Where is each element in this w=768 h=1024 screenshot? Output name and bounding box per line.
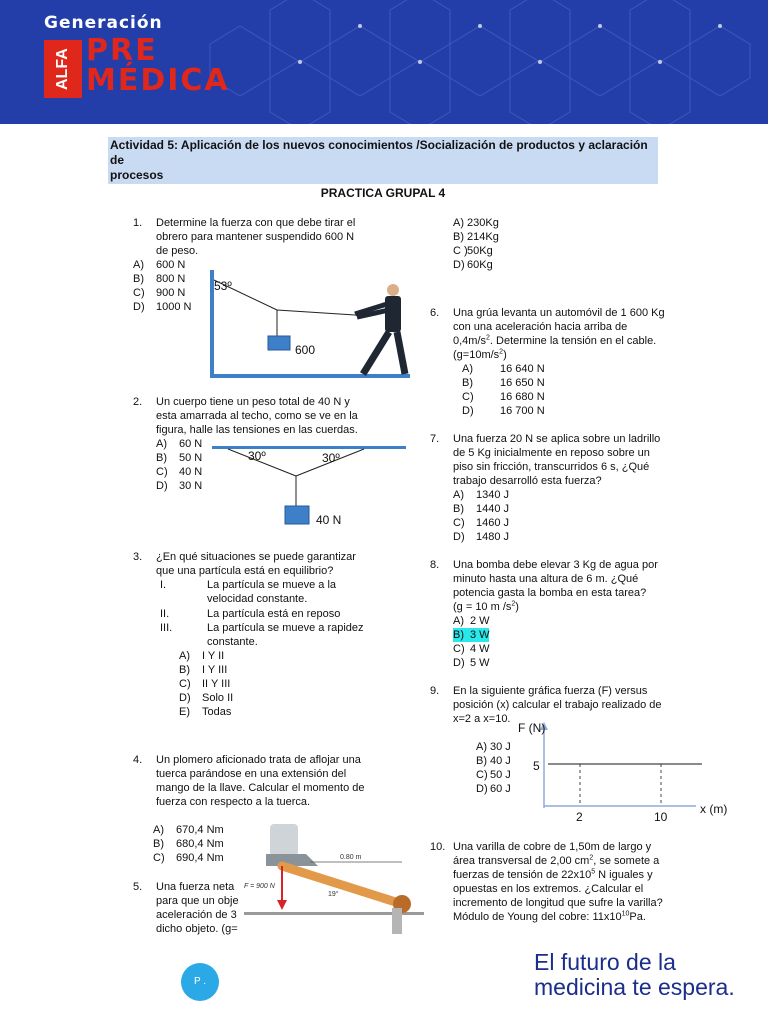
q9-number: 9. [430,685,440,697]
q9-option-c-letter: C) [476,769,488,781]
q1-option-d: 1000 N [156,301,192,313]
q9-text-line: x=2 a x=10. [453,713,511,725]
q8-option-a: 2 W [470,615,490,627]
q7-text-line: Una fuerza 20 N se aplica sobre un ladrillo [453,433,661,445]
q4-option-b: 680,4 Nm [176,838,224,850]
q6-option-d: 16 700 N [500,405,545,417]
q3-statement: La partícula se mueve a rapidez [207,622,364,634]
q2-option-d-letter: D) [156,480,168,492]
q6-text-line: $(g=10m/s^2)$ [453,348,507,361]
q6-option-c: 16 680 N [500,391,545,403]
q5-option-c: 50Kg [467,245,493,257]
q10-text-line: área transversal de 2,00 $cm^2$, se somete a [453,854,660,867]
practice-title: PRACTICA GRUPAL 4 [320,186,446,200]
q9-option-d: 60 J [490,783,511,795]
q4-figure [242,824,432,936]
q8-number: 8. [430,559,440,571]
q3-option-a: I Y II [202,650,225,662]
q1-option-d-letter: D) [133,301,145,313]
q5-number: 5. [133,881,143,893]
q5-option-b: 214Kg [467,231,499,243]
brand-line1: PRE [86,33,158,68]
q5-option-a: 230Kg [467,217,499,229]
tagline-line2: medicina te espera. [534,974,735,1000]
q8-option-a-letter: A) [453,615,464,627]
weight-label: 600 [295,343,316,357]
q2-option-c: 40 N [179,466,203,478]
brand-line2: MÉDICA [86,63,230,98]
q3-statement-num: III. [160,622,173,634]
length-label: 0.80 m [340,854,362,861]
ceiling [212,446,406,449]
q3-statement: velocidad constante. [207,593,308,605]
x-tick-label: 10 [654,810,668,824]
q9-option-b-letter: B) [476,755,487,767]
q3-option-c-letter: C) [179,678,191,690]
q5-option-a-letter: A) [453,217,464,229]
q3-option-b: I Y III [202,664,228,676]
q7-option-b-letter: B) [453,503,464,515]
q2-option-c-letter: C) [156,466,168,478]
q10-text-line: Módulo de Young del cobre: $11x10^{10}Pa$. [453,910,646,923]
q7-option-d-letter: D) [453,531,465,543]
q2-option-b: 50 N [179,452,203,464]
q3-option-c: II Y III [202,678,231,690]
q6-text-line: con una aceleración hacia arriba de [453,321,628,333]
q1-option-c: 900 N [156,287,186,299]
q1-number: 1. [133,217,143,229]
q8-option-d-letter: D) [453,657,465,669]
q10-text-line: opuestas en los extremos. ¿Calcular el [453,883,644,895]
q5-option-d-letter: D) [453,259,465,271]
q3-statement: La partícula se mueve a la [207,579,337,591]
q7-text-line: piso sin fricción, transcurridos 6 s, ¿Qué [453,461,650,473]
q10-number: 10. [430,841,446,853]
q8-option-b-letter: B) [453,629,464,641]
activity-title-line2: procesos [110,168,164,182]
weight-label: 40 N [316,513,342,527]
brand-side-text: ALFA [54,48,71,90]
angle-label: 53º [214,279,232,293]
q5-option-b-letter: B) [453,231,464,243]
q7-text-line: de 5 Kg inicialmente en reposo sobre un [453,447,650,459]
q3-statement: La partícula está en reposo [207,608,341,620]
angle-left-label: 30º [248,449,266,463]
angle-label: 19° [328,891,339,898]
q10-text-line: fuerzas de tensión de $22x10^5$ N iguales y [453,868,653,881]
q7-text-line: trabajo desarrolló esta fuerza? [453,475,602,487]
q6-text-line: $0,4m/s^2$. Determine la tensión en el cable. [453,334,657,347]
q5-option-c-letter: C ) [453,245,468,257]
q7-option-c: 1460 J [476,517,510,529]
x-axis-label: x (m) [700,802,728,816]
q3-option-d-letter: D) [179,692,191,704]
q9-graph [510,718,742,828]
q8-text-line: Una bomba debe elevar 3 Kg de agua por [453,559,658,571]
floor [210,374,410,378]
q7-option-b: 1440 J [476,503,510,515]
q8-text-line: minuto hasta una altura de 6 m. ¿Qué [453,573,639,585]
q8-text-line: (g = 10 m $/s^2$) [453,600,519,613]
q1-option-b-letter: B) [133,273,144,285]
q2-text-line: figura, halle las tensiones en las cuerdas. [156,424,358,436]
q2-number: 2. [133,396,143,408]
q4-option-b-letter: B) [153,838,164,850]
q1-option-a: 600 N [156,259,186,271]
q2-text-line: Un cuerpo tiene un peso total de 40 N y [156,396,350,408]
q8-option-d: 5 W [470,657,490,669]
q9-option-b: 40 J [490,755,511,767]
force-label: F = 900 N [244,883,275,890]
q5-option-d: 60Kg [467,259,493,271]
q7-number: 7. [430,433,440,445]
q10-text-line: incremento de longitud que sufre la varilla? [453,897,663,909]
q9-option-a-letter: A) [476,741,487,753]
q3-text-line: ¿En qué situaciones se puede garantizar [156,551,356,563]
rope-right [277,310,355,315]
tagline [534,950,735,1000]
q6-option-a-letter: A) [462,363,473,375]
q5-text-line: Una fuerza neta [156,881,235,893]
q3-option-a-letter: A) [179,650,190,662]
weight-box [285,506,309,524]
leg [270,824,298,856]
q9-option-d-letter: D) [476,783,488,795]
q9-option-a: 30 J [490,741,511,753]
q7-option-c-letter: C) [453,517,465,529]
tagline-line1: El futuro de la [534,949,676,975]
q7-option-d: 1480 J [476,531,510,543]
q5-text-line: dicho objeto. (g= [156,923,238,935]
q1-option-c-letter: C) [133,287,145,299]
q1-text-line: Determine la fuerza con que debe tirar el [156,217,356,229]
q6-option-b: 16 650 N [500,377,545,389]
q8-text-line: potencia gasta la bomba en esta tarea? [453,587,647,599]
q4-text-line: Un plomero aficionado trata de aflojar una [156,754,361,766]
angle-right-label: 30º [322,451,340,465]
q4-option-c: 690,4 Nm [176,852,224,864]
q3-text-line: que una partícula está en equilibrio? [156,565,334,577]
q3-option-e: Todas [202,706,232,718]
q9-option-c: 50 J [490,769,511,781]
q6-number: 6. [430,307,440,319]
q3-statement-num: II. [160,608,170,620]
q2-figure [210,444,410,530]
y-tick-label: 5 [533,759,540,773]
pipe [392,908,402,934]
q8-option-b: 3 W [470,629,490,641]
q10-text-line: Una varilla de cobre de 1,50m de largo y [453,841,652,853]
q4-text-line: mango de la llave. Calcular el momento de [156,782,365,794]
q9-text-line: En la siguiente gráfica fuerza (F) versus [453,685,648,697]
q3-option-d: Solo II [202,692,234,704]
q2-option-a: 60 N [179,438,203,450]
worker-figure [355,284,405,374]
q1-option-a-letter: A) [133,259,144,271]
q9-text-line: posición (x) calcular el trabajo realizado de [453,699,662,711]
q6-option-a: 16 640 N [500,363,545,375]
q1-text-line: obrero para mantener suspendido 600 N [156,231,355,243]
q6-option-c-letter: C) [462,391,474,403]
weight-box [268,336,290,350]
activity-title-line1: Actividad 5: Aplicación de los nuevos conocimientos /Socialización de productos y aclaración de [110,138,648,167]
q4-option-c-letter: C) [153,852,165,864]
q7-option-a: 1340 J [476,489,510,501]
q4-option-a: 670,4 Nm [176,824,224,836]
q1-option-b: 800 N [156,273,186,285]
x-tick-label: 2 [576,810,583,824]
q1-figure [205,270,425,382]
q4-text-line: fuerza con respecto a la tuerca. [156,796,311,808]
y-axis-label: F (N) [518,721,546,735]
q3-statement: constante. [207,636,258,648]
q5-text-line: aceleración de 3 [156,909,237,921]
q2-option-d: 30 N [179,480,203,492]
q3-statement-num: I. [160,579,167,591]
q3-option-b-letter: B) [179,664,190,676]
q6-option-b-letter: B) [462,377,473,389]
activity-title [108,137,658,184]
q2-text-line: esta amarrada al techo, como se ve en la [156,410,358,422]
q3-number: 3. [133,551,143,563]
q4-text-line: tuerca parándose en una extensión del [156,768,347,780]
q4-option-a-letter: A) [153,824,164,836]
page-badge[interactable]: P . [181,963,219,1001]
q8-option-c-letter: C) [453,643,465,655]
header-banner [0,0,768,124]
q2-option-b-letter: B) [156,452,167,464]
q8-option-c: 4 W [470,643,490,655]
q4-number: 4. [133,754,143,766]
q6-option-d-letter: D) [462,405,474,417]
q6-text-line: Una grúa levanta un automóvil de 1 600 Kg [453,307,665,319]
brand-top-text: Generación [44,13,163,33]
q3-option-e-letter: E) [179,706,190,718]
q1-text-line: de peso. [156,245,199,257]
q5-text-line: para que un obje [156,895,239,907]
q7-option-a-letter: A) [453,489,464,501]
q2-option-a-letter: A) [156,438,167,450]
